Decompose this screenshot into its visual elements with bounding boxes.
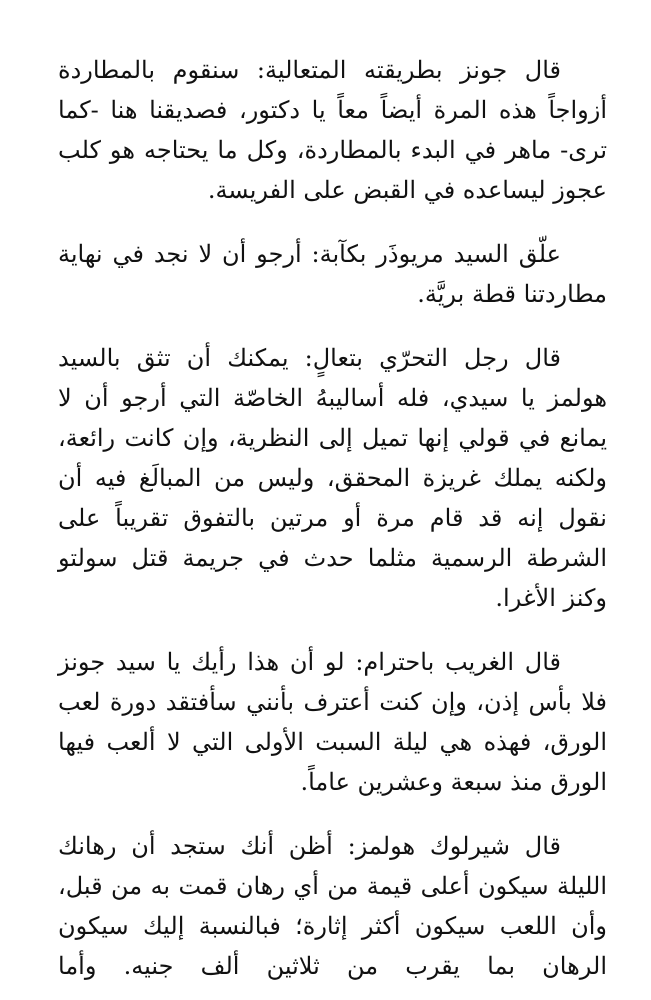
paragraph-holmes-stake: قال شيرلوك هولمز: أظن أنك ستجد أن رهانك الليلة سيكون أعلى قيمة من أي رهان قمت به من قبل، وأن اللعب سيكون أكثر إثارة؛ فبالنسبة إليك سيكون الرهان بما يقرب من ثلاثين ألف جنيه. وأما [58, 832, 607, 980]
paragraph-merryweather-comment: علّق السيد مريوذَر بكآبة: أرجو أن لا نجد في نهاية مطاردتنا قطة بريَّة. [58, 240, 607, 308]
paragraph-stranger-cards: قال الغريب باحترام: لو أن هذا رأيك يا سيد جونز فلا بأس إذن، وإن كنت أعترف بأنني سأفتقد دورة لعب الورق، فهذه هي ليلة السبت الأولى التي لا ألعب فيها الورق منذ سبعة وعشرين عاماً. [58, 648, 607, 796]
paragraph-jones-hunt: قال جونز بطريقته المتعالية: سنقوم بالمطاردة أزواجاً هذه المرة أيضاً معاً يا دكتور، فصديقنا هنا -كما ترى- ماهر في البدء بالمطاردة، وكل ما يحتاجه هو كلب عجوز ليساعده في القبض على الفريسة. [58, 56, 607, 204]
paragraph-detective-holmes: قال رجل التحرّي بتعالٍ: يمكنك أن تثق بالسيد هولمز يا سيدي، فله أساليبهُ الخاصّة التي أرجو أن لا يمانع في قولي إنها تميل إلى النظرية، وإن كانت رائعة، ولكنه يملك غريزة المحقق، وليس من المبالَغ فيه أن نقول إنه قد قام مرة أو مرتين بالتفوق تقريباً على الشرطة الرسمية مثلما حدث في جريمة قتل سولتو وكنز الأغرا. [58, 344, 607, 612]
book-page [58, 50, 607, 986]
